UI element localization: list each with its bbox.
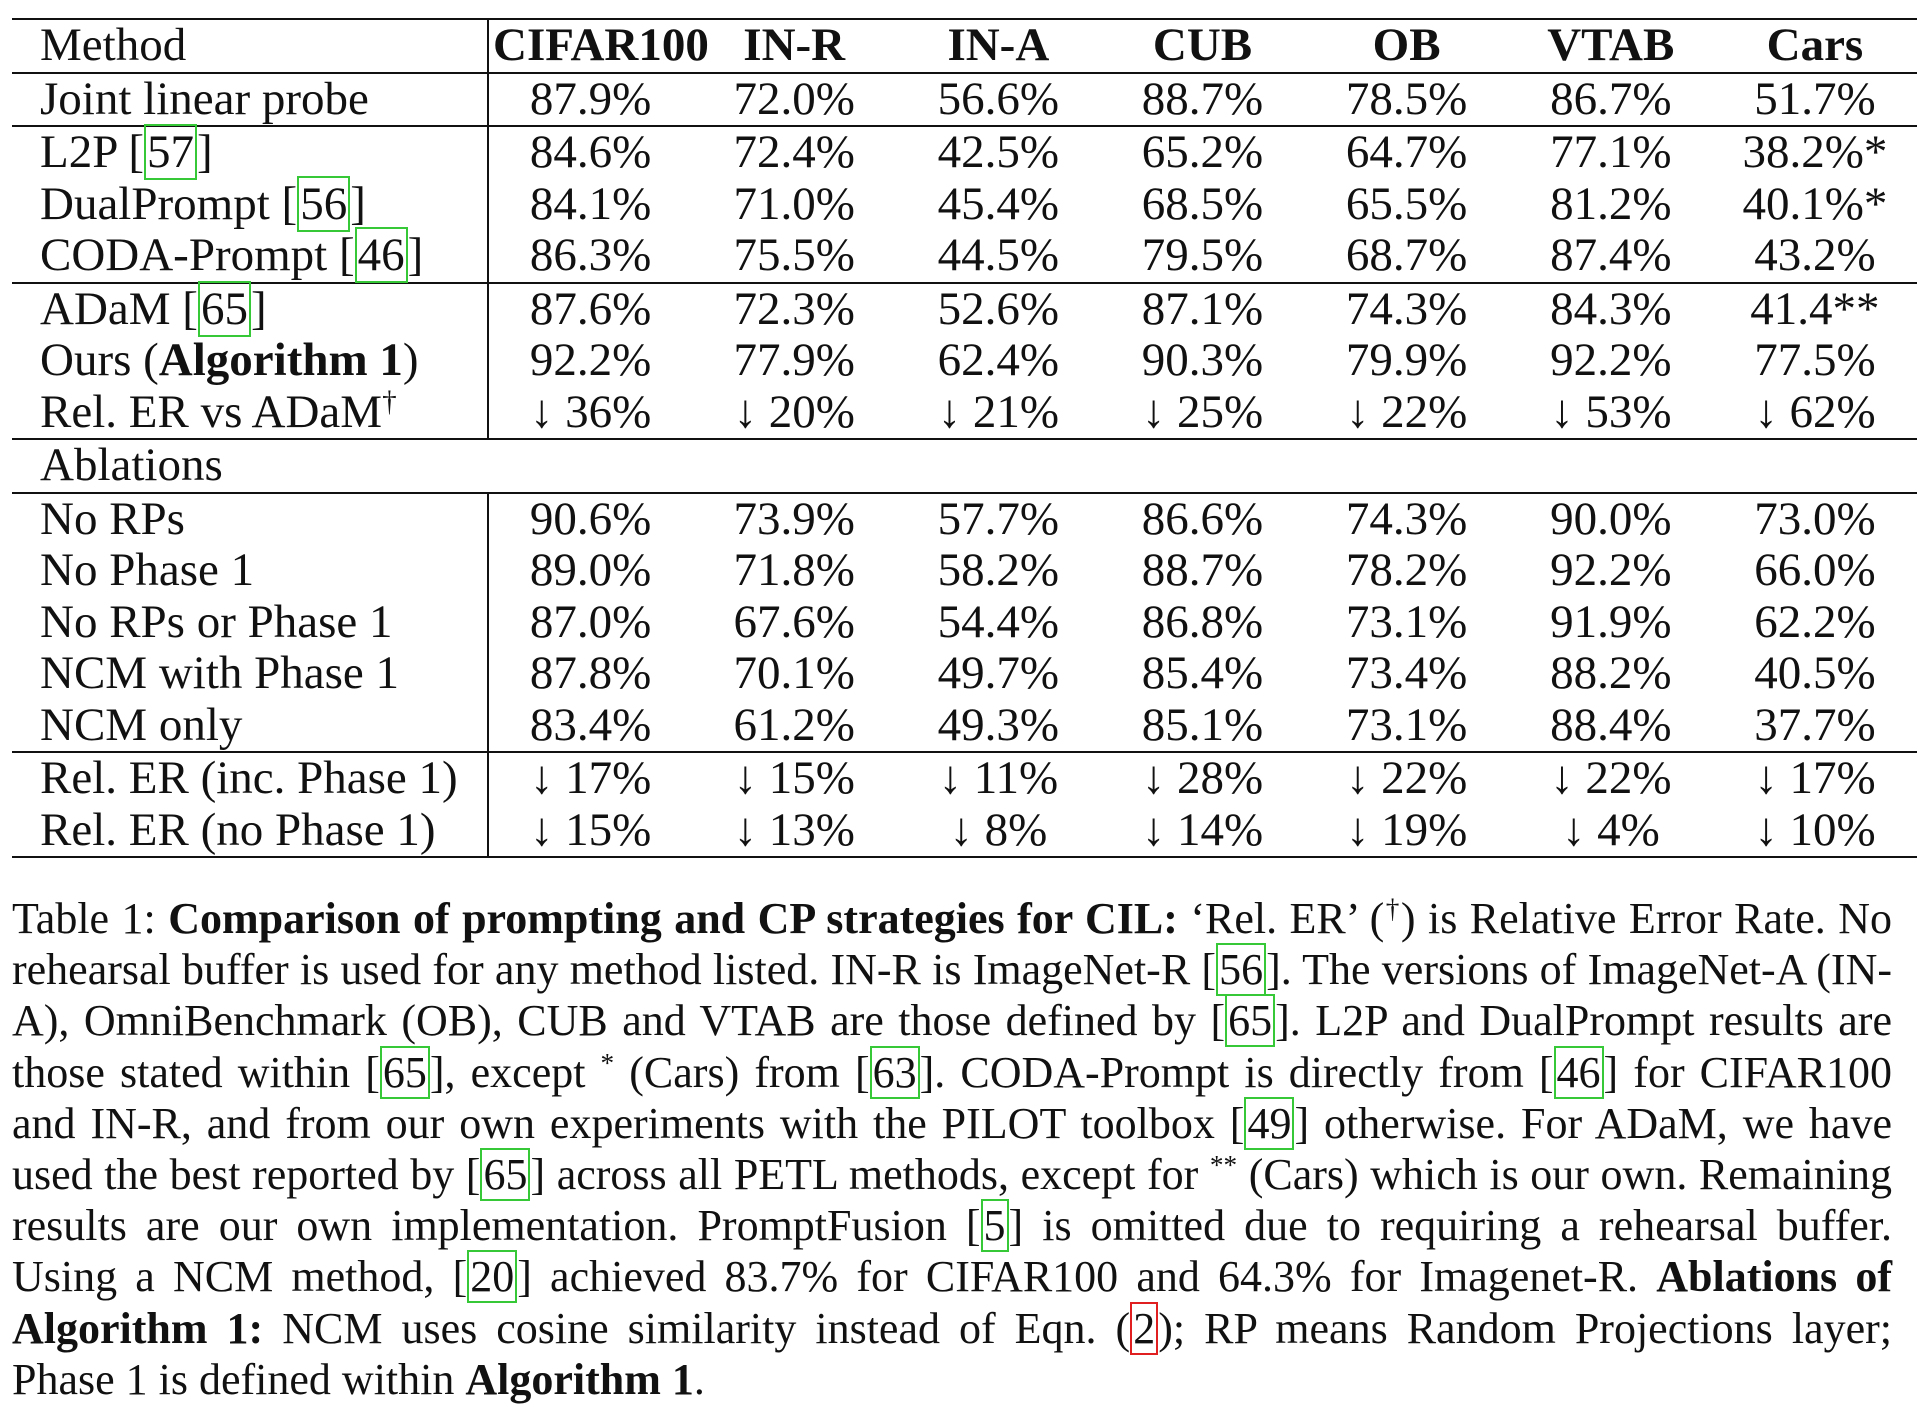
row-label: CODA-Prompt [46]: [12, 230, 488, 283]
table-cell: 88.2%: [1550, 647, 1672, 700]
table-cell: 73.1%: [1305, 700, 1509, 753]
table-cell: 49.3%: [896, 700, 1100, 753]
table-cell: 68.5%: [1141, 177, 1264, 230]
caption-text: ] otherwise. For ADaM, we have used the best reported by [: [12, 1098, 1892, 1200]
table-cell: 73.0%: [1754, 492, 1876, 545]
table-cell: 84.6%: [529, 126, 652, 179]
table-cell: ↓ 22%: [1550, 752, 1672, 805]
table-cell: 41.4**: [1750, 282, 1880, 335]
table-cell: 42.5%: [937, 126, 1060, 179]
table-cell: ↓ 10%: [1713, 805, 1917, 858]
table-cell: 37.7%: [1713, 700, 1917, 753]
table-row: [12, 700, 1917, 753]
method-name: ADaM: [40, 282, 171, 335]
table-cell: 85.1%: [1100, 700, 1304, 753]
table-cell: 92.2%: [1550, 544, 1672, 597]
table-cell: ↓ 36%: [488, 387, 692, 440]
citation-link[interactable]: 63: [870, 1046, 920, 1099]
results-table: [12, 18, 1917, 858]
caption-text: (Cars) from [: [614, 1047, 870, 1097]
caption-text: ] for CIFAR100 and IN-R, and from our own experiments with the PILOT toolbox [: [12, 1047, 1893, 1148]
row-label: [12, 335, 488, 387]
table-cell: ↓ 21%: [896, 387, 1100, 440]
table-cell: ↓ 19%: [1305, 805, 1509, 858]
table-cell: ↓ 25%: [1100, 387, 1304, 440]
table-cell: 86.7%: [1509, 73, 1713, 127]
citation-link[interactable]: 20: [467, 1250, 517, 1303]
label-prefix: Ours (: [40, 334, 159, 387]
table-row: [12, 597, 1917, 649]
row-label: Joint linear probe: [12, 73, 488, 127]
row-label: No RPs or Phase 1: [12, 597, 488, 649]
citation-link[interactable]: 65: [380, 1046, 430, 1099]
table-cell: 58.2%: [937, 544, 1060, 597]
citation-link[interactable]: 56: [1216, 943, 1266, 996]
table-cell: ↓ 53%: [1509, 387, 1713, 440]
table-cell: ↓ 13%: [692, 805, 896, 858]
row-label: L2P [57]: [12, 126, 488, 179]
table-cell: 66.0%: [1754, 544, 1876, 597]
caption-text: ] is omitted due to requiring a rehearsal buffer. Using a NCM method, [: [12, 1201, 1893, 1302]
col-header-in-r: IN-R: [692, 19, 896, 73]
table-cell: ↓ 22%: [1305, 387, 1509, 440]
table-cell: 84.3%: [1550, 282, 1672, 335]
table-header-row: [12, 19, 1917, 73]
table-cell-best: 77.9%: [733, 334, 855, 387]
table-row: [12, 179, 1917, 231]
table-cell: 87.8%: [529, 647, 652, 700]
table-row: [12, 126, 1917, 179]
ablations-label: Ablations: [12, 439, 1917, 493]
table-cell: 77.1%: [1550, 126, 1672, 179]
table-cell-best: 77.5%: [1754, 334, 1876, 387]
table-cell: 84.1%: [529, 177, 652, 230]
citation-link[interactable]: 49: [1244, 1097, 1294, 1150]
table-cell-best: 62.4%: [937, 334, 1060, 387]
caption-text: ) is Relative Error Rate. No rehearsal buffer is used for any method listed. IN-R is ImageNet-R [: [12, 894, 1893, 995]
row-label: [12, 387, 488, 440]
table-cell: 86.6%: [1141, 492, 1264, 545]
table-cell: 72.0%: [692, 73, 896, 127]
table-row: [12, 752, 1917, 805]
table-cell: 71.0%: [733, 177, 855, 230]
table-cell: 86.3%: [488, 230, 692, 283]
table-cell: ↓ 8%: [896, 805, 1100, 858]
table-cell: 40.1%*: [1742, 177, 1888, 230]
caption-text: NCM uses cosine similarity instead of Eqn. (: [263, 1303, 1131, 1353]
citation-link[interactable]: 5: [981, 1199, 1009, 1252]
label-bold: Algorithm 1: [158, 334, 403, 387]
table-row: [12, 73, 1917, 127]
table-cell: 54.4%: [937, 595, 1060, 648]
caption-text: .: [693, 1354, 705, 1404]
table-caption: [12, 893, 1892, 1405]
table-cell: ↓ 11%: [938, 752, 1059, 805]
table-cell: 44.5%: [896, 230, 1100, 283]
table-cell: 83.4%: [488, 700, 692, 753]
table-cell: 87.4%: [1509, 230, 1713, 283]
table-cell: 87.0%: [529, 595, 652, 648]
table-cell-best: 92.2%: [1550, 334, 1672, 387]
col-header-cars: Cars: [1713, 19, 1917, 73]
table-cell: 73.1%: [1345, 595, 1468, 648]
table-row: [12, 387, 1917, 440]
caption-text: ]. The versions of ImageNet-A (IN-A), OmniBenchmark (OB), CUB and VTAB are those defined by [: [12, 945, 1892, 1046]
caption-algorithm-ref: Algorithm 1: [465, 1354, 694, 1404]
table-cell-best: 92.2%: [529, 334, 652, 387]
table-cell: 61.2%: [692, 700, 896, 753]
table-cell: 87.6%: [529, 282, 652, 335]
row-label: DualPrompt [56]: [12, 179, 488, 231]
table-cell: 75.5%: [692, 230, 896, 283]
table-cell-best: 90.3%: [1141, 334, 1264, 387]
table-cell: 64.7%: [1345, 126, 1468, 179]
method-name: Rel. ER vs ADaM: [40, 385, 383, 438]
table-cell: 79.5%: [1100, 230, 1304, 283]
caption-text: ]. CODA-Prompt is directly from [: [919, 1047, 1554, 1097]
table-cell: 89.0%: [529, 544, 652, 597]
table-cell: 91.9%: [1550, 595, 1672, 648]
table-row: [12, 493, 1917, 546]
citation-link[interactable]: 56: [297, 176, 350, 232]
caption-text: ], except: [429, 1047, 601, 1097]
col-header-cub: CUB: [1100, 19, 1304, 73]
table-cell: ↓ 22%: [1345, 752, 1468, 805]
table-cell: 52.6%: [937, 282, 1060, 335]
col-header-vtab: VTAB: [1509, 19, 1713, 73]
dagger-mark: †: [382, 385, 397, 418]
paper-page: [12, 18, 1917, 1404]
table-cell: 65.5%: [1345, 177, 1468, 230]
col-header-ob: OB: [1305, 19, 1509, 73]
row-label: No RPs: [12, 493, 488, 546]
dagger-mark: †: [1384, 894, 1401, 924]
row-label: Rel. ER (no Phase 1): [12, 805, 488, 858]
row-label: ADaM [65]: [12, 283, 488, 336]
caption-text: ‘Rel. ER’ (: [1190, 894, 1385, 943]
table-cell: 70.1%: [733, 647, 855, 700]
table-cell: 51.7%: [1713, 73, 1917, 127]
table-cell: 57.7%: [937, 492, 1060, 545]
caption-ablations-title: Ablations of Algorithm 1:: [12, 1252, 1892, 1353]
table-cell: 88.7%: [1141, 544, 1264, 597]
ablations-header-row: [12, 439, 1917, 493]
label-suffix: ): [402, 334, 419, 387]
table-cell: 74.3%: [1345, 282, 1468, 335]
table-cell: ↓ 62%: [1713, 387, 1917, 440]
double-star-mark: **: [1209, 1150, 1238, 1181]
caption-text: ] achieved 83.7% for CIFAR100 and 64.3% for Imagenet-R.: [517, 1252, 1639, 1302]
col-header-cifar100: CIFAR100: [488, 19, 692, 73]
method-header: Method: [12, 19, 488, 73]
caption-table-label: Table 1:: [12, 894, 156, 943]
table-cell: 74.3%: [1345, 492, 1468, 545]
table-cell: 68.7%: [1305, 230, 1509, 283]
citation-link[interactable]: 57: [144, 124, 197, 180]
caption-text: (Cars) which is our own. Remaining results are our own implementation. PromptFusion [: [12, 1150, 1892, 1251]
table-cell: 43.2%: [1713, 230, 1917, 283]
citation-link[interactable]: 46: [355, 227, 408, 283]
table-cell: 88.4%: [1509, 700, 1713, 753]
method-name: CODA-Prompt: [40, 229, 328, 282]
table-cell: 87.1%: [1141, 282, 1264, 335]
table-cell: ↓ 4%: [1509, 805, 1713, 858]
table-cell: ↓ 14%: [1100, 805, 1304, 858]
table-cell: ↓ 20%: [692, 387, 896, 440]
table-cell: 78.5%: [1305, 73, 1509, 127]
table-row: [12, 283, 1917, 336]
caption-text: ] across all PETL methods, except for: [530, 1150, 1210, 1200]
table-row: [12, 648, 1917, 700]
table-cell: 81.2%: [1550, 177, 1672, 230]
method-name: DualPrompt: [40, 177, 270, 230]
citation-link[interactable]: 65: [480, 1148, 530, 1201]
caption-paragraph: [12, 893, 1892, 1405]
table-cell: 67.6%: [733, 595, 855, 648]
table-cell: 78.2%: [1345, 544, 1468, 597]
table-cell: 38.2%*: [1742, 126, 1888, 179]
col-header-in-a: IN-A: [896, 19, 1100, 73]
table-cell: ↓ 17%: [1754, 752, 1876, 805]
caption-text: ]. L2P and DualPrompt results are those stated within [: [12, 996, 1892, 1097]
table-cell: 56.6%: [896, 73, 1100, 127]
table-cell: 73.9%: [733, 492, 855, 545]
table-row-ours: [12, 335, 1917, 387]
citation-link[interactable]: 46: [1554, 1046, 1604, 1099]
citation-link[interactable]: 65: [198, 281, 251, 337]
table-cell: 65.2%: [1141, 126, 1264, 179]
table-cell: 86.8%: [1141, 595, 1264, 648]
star-mark: *: [600, 1047, 615, 1078]
table-cell: 72.4%: [733, 126, 855, 179]
table-cell-best: 79.9%: [1345, 334, 1468, 387]
table-cell: 87.9%: [488, 73, 692, 127]
table-cell: 49.7%: [937, 647, 1060, 700]
table-row: [12, 805, 1917, 858]
method-name: L2P: [40, 126, 117, 179]
table-row: [12, 230, 1917, 283]
table-cell: 72.3%: [733, 282, 855, 335]
table-cell: ↓ 17%: [529, 752, 652, 805]
row-label: NCM with Phase 1: [12, 648, 488, 700]
table-cell: ↓ 15%: [488, 805, 692, 858]
table-cell: ↓ 28%: [1141, 752, 1264, 805]
table-cell: 85.4%: [1141, 647, 1264, 700]
table-cell: 45.4%: [937, 177, 1060, 230]
row-label: Rel. ER (inc. Phase 1): [12, 752, 488, 805]
table-row: [12, 545, 1917, 597]
row-label: NCM only: [12, 700, 488, 753]
table-cell: 40.5%: [1754, 647, 1876, 700]
row-label: No Phase 1: [12, 545, 488, 597]
table-cell: 90.0%: [1550, 492, 1672, 545]
table-cell: 90.6%: [529, 492, 652, 545]
table-cell: 88.7%: [1100, 73, 1304, 127]
table-cell: 73.4%: [1345, 647, 1468, 700]
table-cell: 62.2%: [1754, 595, 1876, 648]
table-cell: 71.8%: [733, 544, 855, 597]
citation-link[interactable]: 65: [1225, 994, 1275, 1047]
table-cell: ↓ 15%: [733, 752, 855, 805]
caption-title: Comparison of prompting and CP strategies for CIL:: [168, 894, 1178, 943]
equation-link[interactable]: 2: [1130, 1302, 1158, 1355]
caption-text: ); RP means Random Projections layer; Phase 1 is defined within: [12, 1303, 1892, 1404]
